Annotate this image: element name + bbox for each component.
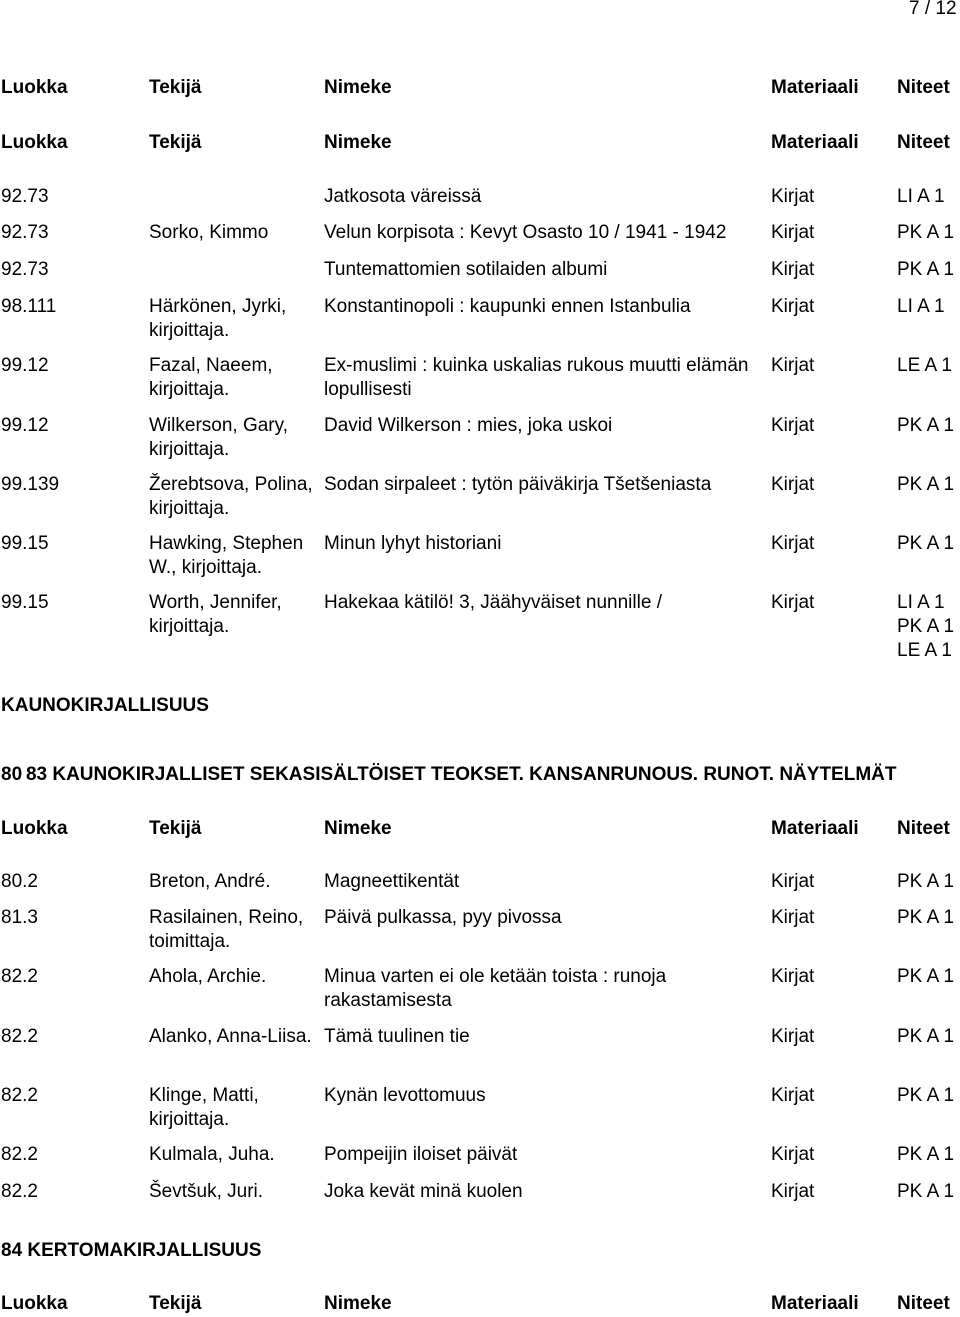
cell-materiaali: Kirjat <box>771 355 815 376</box>
nide-item: PK A 1 <box>897 966 955 987</box>
cell-materiaali: Kirjat <box>771 907 815 928</box>
cell-luokka: 82.2 <box>1 1085 38 1106</box>
cell-materiaali: Kirjat <box>771 186 815 207</box>
cell-tekija: Klinge, Matti, kirjoittaja. <box>149 1085 259 1130</box>
cell-materiaali: Kirjat <box>771 296 815 317</box>
header-materiaali: Materiaali <box>771 77 859 98</box>
nide-item: LI A 1 <box>897 186 945 207</box>
cell-niteet <box>897 1143 960 1167</box>
nide-item: PK A 1 <box>897 1144 955 1165</box>
cell-tekija: Worth, Jennifer, kirjoittaja. <box>149 592 282 637</box>
cell-luokka: 82.2 <box>1 1144 38 1165</box>
section-heading: 84 KERTOMAKIRJALLISUUS <box>1 1240 262 1261</box>
cell-tekija: Ševtšuk, Juri. <box>149 1181 264 1202</box>
cell-luokka: 92.73 <box>1 186 49 207</box>
cell-niteet <box>897 354 960 378</box>
cell-niteet <box>897 295 960 319</box>
header-tekija: Tekijä <box>149 818 202 839</box>
nide-item: PK A 1 <box>897 907 955 928</box>
cell-luokka: 82.2 <box>1 1181 38 1202</box>
header-niteet: Niteet <box>897 1293 950 1314</box>
header-niteet: Niteet <box>897 132 950 153</box>
cell-tekija: Härkönen, Jyrki, kirjoittaja. <box>149 296 287 341</box>
cell-nimeke: Kynän levottomuus <box>324 1085 486 1106</box>
header-niteet: Niteet <box>897 77 950 98</box>
cell-materiaali: Kirjat <box>771 871 815 892</box>
cell-materiaali: Kirjat <box>771 533 815 554</box>
cell-tekija: Kulmala, Juha. <box>149 1144 275 1165</box>
header-tekija: Tekijä <box>149 77 202 98</box>
cell-tekija: Fazal, Naeem, kirjoittaja. <box>149 355 273 400</box>
header-nimeke: Nimeke <box>324 818 392 839</box>
cell-nimeke: Tämä tuulinen tie <box>324 1026 470 1047</box>
cell-niteet <box>897 221 960 245</box>
nide-item: PK A 1 <box>897 871 955 892</box>
header-niteet: Niteet <box>897 818 950 839</box>
cell-tekija: Breton, André. <box>149 871 271 892</box>
cell-materiaali: Kirjat <box>771 1181 815 1202</box>
cell-niteet <box>897 185 960 209</box>
cell-niteet <box>897 965 960 989</box>
nide-item: LI A 1 <box>897 592 945 613</box>
cell-niteet <box>897 532 960 556</box>
cell-tekija: Wilkerson, Gary, kirjoittaja. <box>149 415 289 460</box>
header-nimeke: Nimeke <box>324 1293 392 1314</box>
cell-luokka: 98.111 <box>1 296 57 317</box>
cell-luokka: 99.15 <box>1 592 49 613</box>
cell-materiaali: Kirjat <box>771 222 815 243</box>
cell-luokka: 92.73 <box>1 259 49 280</box>
cell-nimeke: Sodan sirpaleet : tytön päiväkirja Tšetšeniasta <box>324 474 712 495</box>
cell-nimeke: Velun korpisota : Kevyt Osasto 10 / 1941 - 1942 <box>324 222 727 243</box>
header-materiaali: Materiaali <box>771 1293 859 1314</box>
cell-tekija: Sorko, Kimmo <box>149 222 269 243</box>
nide-item: PK A 1 <box>897 1181 955 1202</box>
cell-niteet <box>897 258 960 282</box>
cell-materiaali: Kirjat <box>771 474 815 495</box>
header-materiaali: Materiaali <box>771 818 859 839</box>
cell-niteet <box>897 473 960 497</box>
nide-item: PK A 1 <box>897 259 955 280</box>
cell-tekija: Hawking, Stephen W., kirjoittaja. <box>149 533 304 578</box>
cell-nimeke: Minua varten ei ole ketään toista : runoja rakastamisesta <box>324 966 667 1011</box>
nide-item: LE A 1 <box>897 640 952 661</box>
cell-luokka: 82.2 <box>1 1026 38 1047</box>
header-luokka: Luokka <box>1 1293 68 1314</box>
cell-materiaali: Kirjat <box>771 1085 815 1106</box>
cell-nimeke: Hakekaa kätilö! 3, Jäähyväiset nunnille / <box>324 592 662 613</box>
cell-nimeke: Ex-muslimi : kuinka uskalias rukous muutti elämän lopullisesti <box>324 355 749 400</box>
header-materiaali: Materiaali <box>771 132 859 153</box>
cell-tekija: Rasilainen, Reino, toimittaja. <box>149 907 304 952</box>
cell-materiaali: Kirjat <box>771 966 815 987</box>
cell-nimeke: Päivä pulkassa, pyy pivossa <box>324 907 562 928</box>
cell-materiaali: Kirjat <box>771 1026 815 1047</box>
nide-item: PK A 1 <box>897 1085 955 1106</box>
header-luokka: Luokka <box>1 77 68 98</box>
section-heading: 80 83 KAUNOKIRJALLISET SEKASISÄLTÖISET TEOKSET. KANSANRUNOUS. RUNOT. NÄYTELMÄT <box>1 764 897 785</box>
header-luokka: Luokka <box>1 132 68 153</box>
cell-luokka: 99.15 <box>1 533 49 554</box>
cell-luokka: 99.139 <box>1 474 60 495</box>
cell-luokka: 99.12 <box>1 355 49 376</box>
cell-nimeke: David Wilkerson : mies, joka uskoi <box>324 415 613 436</box>
nide-item: LE A 1 <box>897 355 952 376</box>
cell-nimeke: Jatkosota väreissä <box>324 186 482 207</box>
cell-tekija: Ahola, Archie. <box>149 966 267 987</box>
nide-item: PK A 1 <box>897 616 955 637</box>
cell-nimeke: Konstantinopoli : kaupunki ennen Istanbulia <box>324 296 691 317</box>
cell-nimeke: Minun lyhyt historiani <box>324 533 502 554</box>
cell-niteet <box>897 906 960 930</box>
header-tekija: Tekijä <box>149 1293 202 1314</box>
nide-item: PK A 1 <box>897 222 955 243</box>
cell-luokka: 92.73 <box>1 222 49 243</box>
section-heading: KAUNOKIRJALLISUUS <box>1 695 209 716</box>
nide-item: LI A 1 <box>897 296 945 317</box>
cell-materiaali: Kirjat <box>771 592 815 613</box>
nide-item: PK A 1 <box>897 1026 955 1047</box>
cell-niteet <box>897 591 960 663</box>
cell-niteet <box>897 1025 960 1049</box>
cell-niteet <box>897 414 960 438</box>
cell-tekija: Alanko, Anna-Liisa. <box>149 1026 312 1047</box>
nide-item: PK A 1 <box>897 415 955 436</box>
cell-luokka: 81.3 <box>1 907 38 928</box>
cell-niteet <box>897 870 960 894</box>
header-nimeke: Nimeke <box>324 77 392 98</box>
cell-nimeke: Pompeijin iloiset päivät <box>324 1144 518 1165</box>
cell-niteet <box>897 1084 960 1108</box>
cell-luokka: 80.2 <box>1 871 38 892</box>
page-number: 7 / 12 <box>909 0 957 19</box>
header-nimeke: Nimeke <box>324 132 392 153</box>
header-luokka: Luokka <box>1 818 68 839</box>
nide-item: PK A 1 <box>897 474 955 495</box>
cell-materiaali: Kirjat <box>771 1144 815 1165</box>
cell-nimeke: Joka kevät minä kuolen <box>324 1181 523 1202</box>
header-tekija: Tekijä <box>149 132 202 153</box>
cell-nimeke: Tuntemattomien sotilaiden albumi <box>324 259 608 280</box>
cell-niteet <box>897 1180 960 1204</box>
nide-item: PK A 1 <box>897 533 955 554</box>
cell-luokka: 82.2 <box>1 966 38 987</box>
cell-materiaali: Kirjat <box>771 259 815 280</box>
cell-materiaali: Kirjat <box>771 415 815 436</box>
cell-tekija: Žerebtsova, Polina, kirjoittaja. <box>149 474 313 519</box>
cell-nimeke: Magneettikentät <box>324 871 460 892</box>
cell-luokka: 99.12 <box>1 415 49 436</box>
